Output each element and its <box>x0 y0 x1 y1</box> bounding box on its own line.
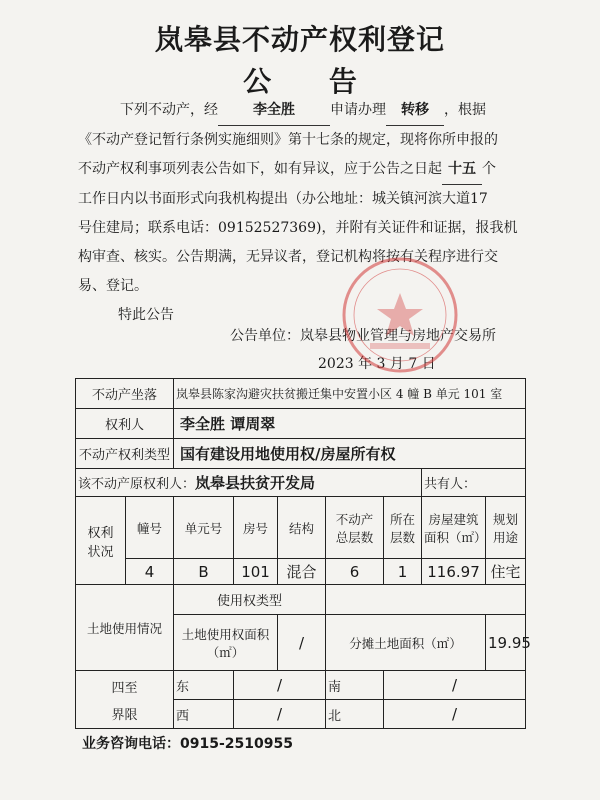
date-month: 3 <box>376 356 386 372</box>
value-total-floors: 6 <box>326 559 384 585</box>
header-room: 房号 <box>234 497 278 559</box>
right-type-value: 国有建设用地使用权/房屋所有权 <box>174 439 526 469</box>
north-value: / <box>384 700 526 729</box>
value-area: 116.97 <box>422 559 486 585</box>
notice-line-3 <box>78 155 538 185</box>
text: 个 <box>482 161 496 177</box>
text: 状况 <box>87 544 114 560</box>
date-day: 7 <box>408 356 418 372</box>
header-use: 规划 用途 <box>486 497 526 559</box>
header-area: 房屋建筑 面积（㎡） <box>422 497 486 559</box>
text: 日 <box>421 356 436 372</box>
original-holder-value: 岚皋县扶贫开发局 <box>195 474 316 492</box>
south-label: 南 <box>326 671 384 700</box>
property-table <box>75 378 531 729</box>
text: 月 <box>389 356 404 372</box>
original-holder-label: 该不动产原权利人： <box>78 477 196 492</box>
west-label: 西 <box>174 700 234 729</box>
value-structure: 混合 <box>278 559 326 585</box>
issuer-label: 公告单位： <box>230 328 300 344</box>
shared-area-value: 19.95 <box>486 615 526 671</box>
land-use-label: 土地使用情况 <box>76 585 174 671</box>
consult-phone: 业务咨询电话：0915-2510955 <box>82 736 293 752</box>
applicant-field: 李全胜 <box>218 96 330 126</box>
status-label <box>76 497 126 585</box>
land-area-label: 土地使用权面积（㎡） <box>174 615 278 671</box>
notice-line-2: 《不动产登记暂行条例实施细则》第十七条的规定，现将你所申报的 <box>78 132 498 148</box>
location-value: 岚皋县陈家沟避灾扶贫搬迁集中安置小区 4 幢 B 单元 101 室 <box>174 379 526 409</box>
date-year: 2023 <box>318 356 354 372</box>
header-floor: 所在 层数 <box>384 497 422 559</box>
value-use: 住宅 <box>486 559 526 585</box>
use-type-label: 使用权类型 <box>174 585 326 615</box>
land-area-value: / <box>278 615 326 671</box>
original-holder-row <box>76 469 422 497</box>
notice-line-1 <box>78 96 538 126</box>
notice-line-7: 易、登记。 <box>78 278 148 294</box>
notice-line-5: 号住建局；联系电话：09152527369)，并附有关证件和证据，报我机 <box>78 220 518 236</box>
text: 申请办理 <box>330 102 386 118</box>
text: 下列不动产，经 <box>120 102 218 118</box>
use-type-value <box>326 585 526 615</box>
text: 不动产权利事项列表公告如下，如有异议，应于公告之日起 <box>78 161 442 177</box>
value-building: 4 <box>126 559 174 585</box>
co-owner-label: 共有人： <box>422 469 526 497</box>
issuer-name: 岚皋县物业管理与房地产交易所 <box>300 328 496 344</box>
shared-area-label: 分摊土地面积（㎡） <box>326 615 486 671</box>
business-field: 转移 <box>386 96 444 126</box>
text: 权利 <box>87 525 114 541</box>
value-room: 101 <box>234 559 278 585</box>
text: 界限 <box>111 707 138 723</box>
notice-line-4: 工作日内以书面形式向我机构提出（办公地址：城关镇河滨大道17 <box>78 191 488 207</box>
special-notice: 特此公告 <box>118 307 174 323</box>
north-label: 北 <box>326 700 384 729</box>
holder-value: 李全胜 谭周翠 <box>174 409 526 439</box>
west-value: / <box>234 700 326 729</box>
header-total-floors: 不动产 总层数 <box>326 497 384 559</box>
text: 年 <box>358 356 373 372</box>
official-seal <box>340 255 460 375</box>
header-unit: 单元号 <box>174 497 234 559</box>
right-type-label: 不动产权利类型 <box>76 439 174 469</box>
boundary-label <box>76 671 174 729</box>
notice-body <box>78 96 538 330</box>
text: ，根据 <box>444 102 486 118</box>
header-structure: 结构 <box>278 497 326 559</box>
holder-label: 权利人 <box>76 409 174 439</box>
header-building: 幢号 <box>126 497 174 559</box>
value-unit: B <box>174 559 234 585</box>
location-label: 不动产坐落 <box>76 379 174 409</box>
east-label: 东 <box>174 671 234 700</box>
south-value: / <box>384 671 526 700</box>
days-field: 十五 <box>442 155 482 185</box>
document-subtitle: 公 告 <box>243 65 381 98</box>
east-value: / <box>234 671 326 700</box>
value-floor: 1 <box>384 559 422 585</box>
notice-line-6: 构审查、核实。公告期满，无异议者，登记机构将按有关程序进行交 <box>78 249 498 265</box>
text: 四至 <box>111 680 138 696</box>
document-title: 岚皋县不动产权利登记 <box>154 23 445 56</box>
